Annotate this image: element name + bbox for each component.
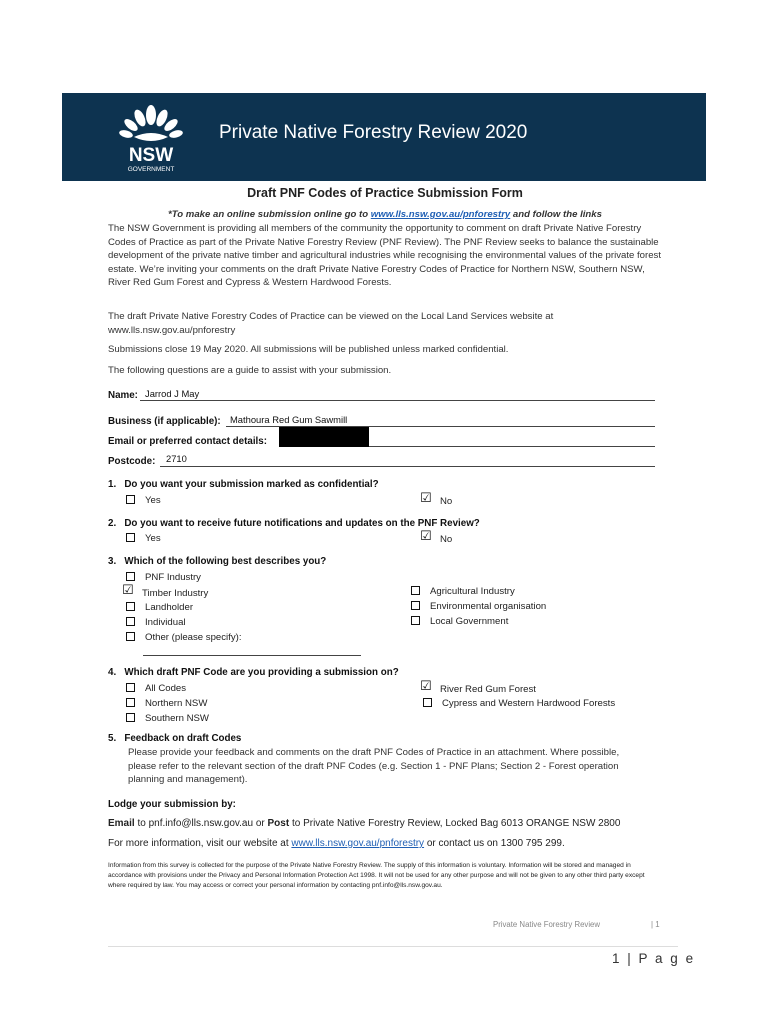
q3-option-timber-industry[interactable]: ☑ Timber Industry: [122, 582, 209, 599]
q1-option-yes[interactable]: Yes: [126, 495, 161, 506]
email-line: [369, 446, 655, 447]
checked-box-icon[interactable]: ☑: [420, 490, 432, 505]
nsw-government-logo: [116, 101, 186, 173]
q4-text: Which draft PNF Code are you providing a submission on?: [124, 667, 399, 678]
checked-box-icon[interactable]: ☑: [122, 582, 134, 597]
email-redaction: [279, 427, 369, 447]
post-text: to Private Native Forestry Review, Locked Bag 6013 ORANGE NSW 2800: [289, 818, 621, 829]
more-suffix: or contact us on 1300 795 299.: [424, 838, 565, 849]
checkbox-icon[interactable]: [126, 698, 135, 707]
checkbox-icon[interactable]: [126, 713, 135, 722]
name-label: Name:: [108, 390, 138, 401]
postcode-line: [160, 466, 655, 467]
banner-title: Private Native Forestry Review 2020: [219, 122, 528, 143]
postcode-label: Postcode:: [108, 456, 156, 467]
footer-divider: [108, 946, 678, 947]
page-num-digit: 1: [612, 951, 622, 966]
checkbox-icon[interactable]: [126, 617, 135, 626]
q3-option-pnf-industry[interactable]: PNF Industry: [126, 572, 201, 583]
q3-option-landholder[interactable]: Landholder: [126, 602, 193, 613]
form-title: Draft PNF Codes of Practice Submission Form: [247, 186, 523, 200]
more-info: [108, 838, 565, 849]
close-paragraph: Submissions close 19 May 2020. All submissions will be published unless marked confidential.: [108, 344, 509, 355]
checkbox-icon[interactable]: [126, 533, 135, 542]
checkbox-icon[interactable]: [411, 586, 420, 595]
q3-number: 3.: [108, 556, 117, 567]
q3-option-other[interactable]: Other (please specify):: [126, 632, 242, 643]
q1-option-no[interactable]: ☑ No: [420, 490, 453, 507]
checkbox-icon[interactable]: [411, 601, 420, 610]
q5-heading: [108, 733, 241, 744]
q3-other-line[interactable]: [143, 655, 361, 656]
website-link[interactable]: www.lls.nsw.gov.au/pnforestry: [291, 838, 425, 849]
q4-heading: [108, 667, 399, 678]
name-value[interactable]: Jarrod J May: [145, 388, 200, 399]
q3-text: Which of the following best describes you?: [124, 556, 327, 567]
email-text: to pnf.info@lls.nsw.gov.au or: [134, 818, 268, 829]
q2-option-no[interactable]: ☑ No: [420, 528, 453, 545]
q2-option-yes[interactable]: Yes: [126, 533, 161, 544]
q3-option-local-government[interactable]: Local Government: [411, 616, 508, 627]
online-prefix: *To make an online submission online go to: [168, 209, 371, 220]
privacy-notice: Information from this survey is collected for the purpose of the Private Native Forestry Review. The supply of this information is voluntary. Information will be stored and managed in accordance with provisions under the Privacy and Personal Information Protection Act 1998. It will not be used for any other purpose and will not be given to any other third party except where required by law. You may access or correct your personal information by contacting pnf.info@lls.nsw.gov.au.: [108, 862, 645, 889]
checked-box-icon[interactable]: ☑: [420, 528, 432, 543]
q3-option-agricultural[interactable]: Agricultural Industry: [411, 586, 515, 597]
q4-option-southern-nsw[interactable]: Southern NSW: [126, 713, 209, 724]
checked-box-icon[interactable]: ☑: [420, 678, 432, 693]
q1-heading: [108, 479, 379, 490]
email-label: Email or preferred contact details:: [108, 436, 267, 447]
footer-page-ref: | 1: [651, 920, 660, 929]
business-value[interactable]: Mathoura Red Gum Sawmill: [230, 414, 348, 425]
q3-heading: [108, 556, 326, 567]
footer-label: Private Native Forestry Review: [493, 920, 601, 929]
checkbox-icon[interactable]: [411, 616, 420, 625]
q5-text: Feedback on draft Codes: [124, 733, 242, 744]
post-word: Post: [267, 818, 290, 829]
checkbox-icon[interactable]: [126, 572, 135, 581]
lodge-email-post: [108, 818, 620, 829]
checkbox-icon[interactable]: [126, 683, 135, 692]
online-submission-note: [0, 209, 770, 220]
q3-option-individual[interactable]: Individual: [126, 617, 186, 628]
online-suffix: and follow the links: [510, 209, 602, 220]
q4-number: 4.: [108, 667, 117, 678]
logo-subtext: GOVERNMENT: [127, 166, 175, 173]
q2-number: 2.: [108, 518, 117, 529]
page-number: [612, 951, 695, 966]
name-line: [140, 400, 655, 401]
q2-text: Do you want to receive future notifications and updates on the PNF Review?: [124, 518, 480, 529]
header-banner: [62, 93, 706, 181]
q4-option-cypress-western[interactable]: Cypress and Western Hardwood Forests: [423, 698, 615, 709]
online-link[interactable]: www.lls.nsw.gov.au/pnforestry: [370, 209, 511, 220]
business-label: Business (if applicable):: [108, 416, 221, 427]
checkbox-icon[interactable]: [423, 698, 432, 707]
lodge-heading: Lodge your submission by:: [108, 799, 236, 810]
viewed-paragraph: The draft Private Native Forestry Codes of Practice can be viewed on the Local Land Services website at www.lls.nsw.gov.au/pnforestry: [108, 311, 554, 336]
q4-option-river-red-gum[interactable]: ☑ River Red Gum Forest: [420, 678, 536, 695]
q1-text: Do you want your submission marked as confidential?: [124, 479, 379, 490]
q5-body: Please provide your feedback and comments on the draft PNF Codes of Practice in an attachment. Where possible, please refer to the relevant section of the draft PNF Codes (e.g. Section 1 - PNF Plans; Section 2 - Forest operation planning and management).: [128, 747, 620, 786]
email-word: Email: [108, 818, 135, 829]
guide-paragraph: The following questions are a guide to assist with your submission.: [108, 365, 392, 376]
intro-paragraph: The NSW Government is providing all members of the community the opportunity to comment on draft Private Native Forestry Codes of Practice as part of the Private Native Forestry Review (PNF Review). The PNF Review seeks to balance the sustainable development of the private native timber and agricultural industries while recognising the environmental values of the private forest estate. We’re inviting your comments on the draft Private Native Forestry Codes of Practice for Northern NSW, Southern NSW, River Red Gum Forest and Cypress & Western Hardwood Forests.: [108, 223, 662, 289]
q1-number: 1.: [108, 479, 117, 490]
page-word: | P a g e: [627, 951, 696, 966]
checkbox-icon[interactable]: [126, 632, 135, 641]
more-prefix: For more information, visit our website at: [108, 838, 292, 849]
q5-number: 5.: [108, 733, 117, 744]
checkbox-icon[interactable]: [126, 495, 135, 504]
logo-text: NSW: [128, 145, 174, 166]
q4-option-northern-nsw[interactable]: Northern NSW: [126, 698, 207, 709]
postcode-value[interactable]: 2710: [166, 453, 187, 464]
q3-option-environmental[interactable]: Environmental organisation: [411, 601, 546, 612]
checkbox-icon[interactable]: [126, 602, 135, 611]
q4-option-all-codes[interactable]: All Codes: [126, 683, 186, 694]
